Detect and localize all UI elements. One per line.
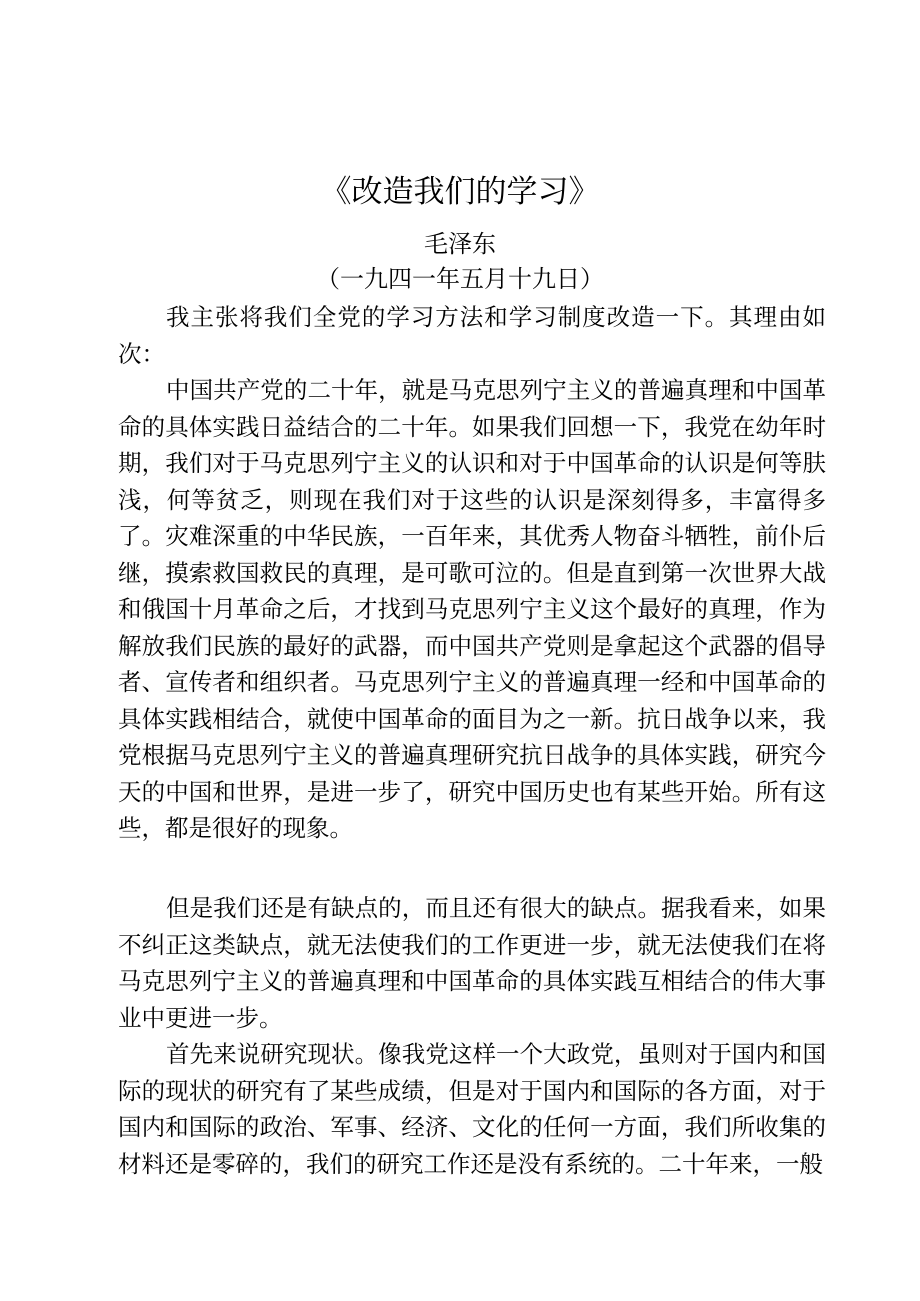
- document-title: 《改造我们的学习》: [320, 174, 600, 210]
- paragraph-research-status: 首先来说研究现状。像我党这样一个大政党，虽则对于国内和国际的现状的研究有了某些成绩，但是对于国内和国际的各方面，对于国内和国际的政治、军事、经济、文化的任何一方面，我们所收集的材料还是零碎的，我们的研究工作还是没有系统的。二十年来，一般: [118, 1040, 826, 1178]
- document-date: （一九四一年五月十九日）: [316, 265, 604, 293]
- paragraph-twenty-years: 中国共产党的二十年，就是马克思列宁主义的普遍真理和中国革命的具体实践日益结合的二十年。如果我们回想一下，我党在幼年时期，我们对于马克思列宁主义的认识和对于中国革命的认识是何等肤浅，何等贫乏，则现在我们对于这些的认识是深刻得多，丰富得多了。灾难深重的中华民族，一百年来，其优秀人物奋斗牺牲，前仆后继，摸索救国救民的真理，是可歌可泣的。但是直到第一次世界大战和俄国十月革命之后，才找到马克思列宁主义这个最好的真理，作为解放我们民族的最好的武器，而中国共产党则是拿起这个武器的倡导者、宣传者和组织者。马克思列宁主义的普遍真理一经和中国革命的具体实践相结合，就使中国革命的面目为之一新。抗日战争以来，我党根据马克思列宁主义的普遍真理研究抗日战争的具体实践，研究今天的中国和世界，是进一步了，研究中国历史也有某些开始。所有这些，都是很好的现象。: [118, 376, 826, 842]
- paragraph-intro: 我主张将我们全党的学习方法和学习制度改造一下。其理由如次：: [118, 303, 826, 368]
- document-author: 毛泽东: [424, 230, 496, 258]
- paragraph-shortcomings: 但是我们还是有缺点的，而且还有很大的缺点。据我看来，如果不纠正这类缺点，就无法使我们的工作更进一步，就无法使我们在将马克思列宁主义的普遍真理和中国革命的具体实践互相结合的伟大事业中更进一步。: [118, 894, 826, 1032]
